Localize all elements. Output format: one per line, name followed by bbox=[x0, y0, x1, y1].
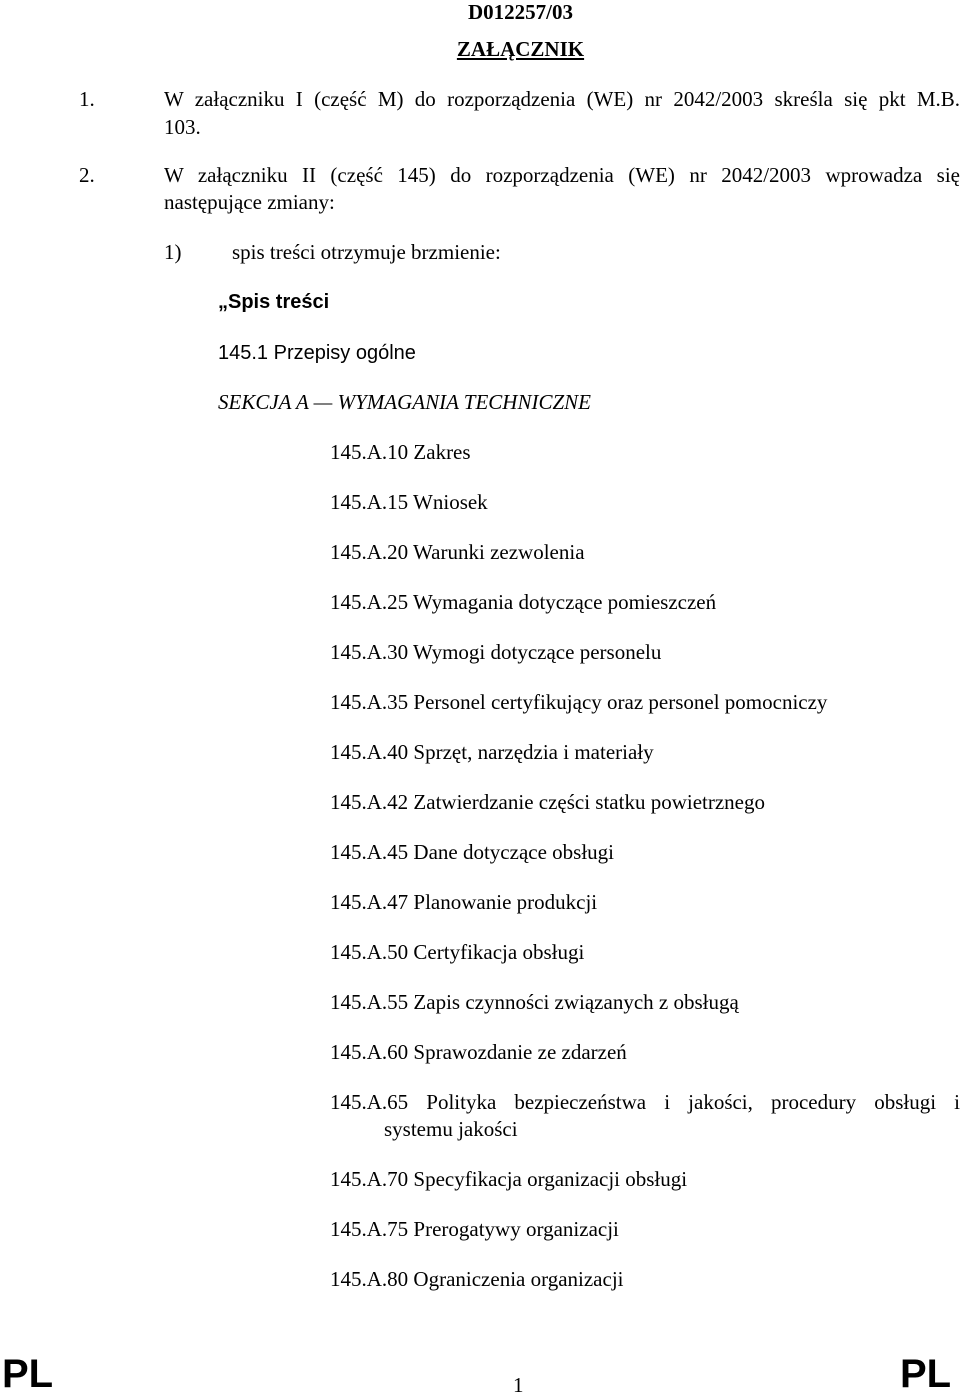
toc-entry: 145.A.80 Ograniczenia organizacji bbox=[330, 1267, 624, 1291]
toc-entry: 145.A.30 Wymogi dotyczące personelu bbox=[330, 640, 662, 664]
item-1-text-line2: 103. bbox=[164, 115, 201, 139]
toc-entry-wrapped-line2: systemu jakości bbox=[384, 1117, 518, 1141]
toc-entry: 145.A.42 Zatwierdzanie części statku powietrznego bbox=[330, 790, 766, 814]
item-1-number: 1. bbox=[79, 87, 95, 111]
toc-title: „Spis treści bbox=[218, 291, 330, 313]
toc-entry: 145.A.70 Specyfikacja organizacji obsługi bbox=[330, 1167, 688, 1191]
toc-entry: 145.A.10 Zakres bbox=[330, 440, 471, 464]
document-reference: D012257/03 bbox=[468, 0, 573, 24]
toc-entry: 145.A.35 Personel certyfikujący oraz personel pomocniczy bbox=[330, 690, 828, 714]
toc-entry: 145.A.60 Sprawozdanie ze zdarzeń bbox=[330, 1040, 627, 1064]
toc-entry: 145.A.20 Warunki zezwolenia bbox=[330, 540, 585, 564]
footer-language-left: PL bbox=[2, 1352, 54, 1396]
toc-entry: 145.A.55 Zapis czynności związanych z obsługą bbox=[330, 990, 739, 1014]
toc-entry: 145.A.50 Certyfikacja obsługi bbox=[330, 940, 585, 964]
toc-entry-wrapped-line1: 145.A.65 Polityka bezpieczeństwa i jakości, procedury obsługi i bbox=[330, 1090, 960, 1114]
toc-entry: 145.A.15 Wniosek bbox=[330, 490, 488, 514]
subitem-text: spis treści otrzymuje brzmienie: bbox=[232, 240, 501, 264]
annex-title: ZAŁĄCZNIK bbox=[456, 37, 585, 61]
page-number: 1 bbox=[513, 1373, 524, 1397]
footer-language-right: PL bbox=[900, 1352, 952, 1396]
subitem-number: 1) bbox=[164, 240, 182, 264]
toc-section-heading: SEKCJA A — WYMAGANIA TECHNICZNE bbox=[218, 390, 591, 414]
toc-entry: 145.A.40 Sprzęt, narzędzia i materiały bbox=[330, 740, 654, 764]
toc-general-provisions: 145.1 Przepisy ogólne bbox=[218, 342, 416, 364]
toc-entry: 145.A.75 Prerogatywy organizacji bbox=[330, 1217, 619, 1241]
toc-entry: 145.A.25 Wymagania dotyczące pomieszczeń bbox=[330, 590, 717, 614]
item-2-text-line2: następujące zmiany: bbox=[164, 190, 335, 214]
item-2-number: 2. bbox=[79, 163, 95, 187]
item-2-text-line1: W załączniku II (część 145) do rozporządzenia (WE) nr 2042/2003 wprowadza się bbox=[164, 163, 960, 187]
toc-entry: 145.A.47 Planowanie produkcji bbox=[330, 890, 598, 914]
toc-entry: 145.A.45 Dane dotyczące obsługi bbox=[330, 840, 615, 864]
item-1-text-line1: W załączniku I (część M) do rozporządzenia (WE) nr 2042/2003 skreśla się pkt M.B. bbox=[164, 87, 960, 111]
